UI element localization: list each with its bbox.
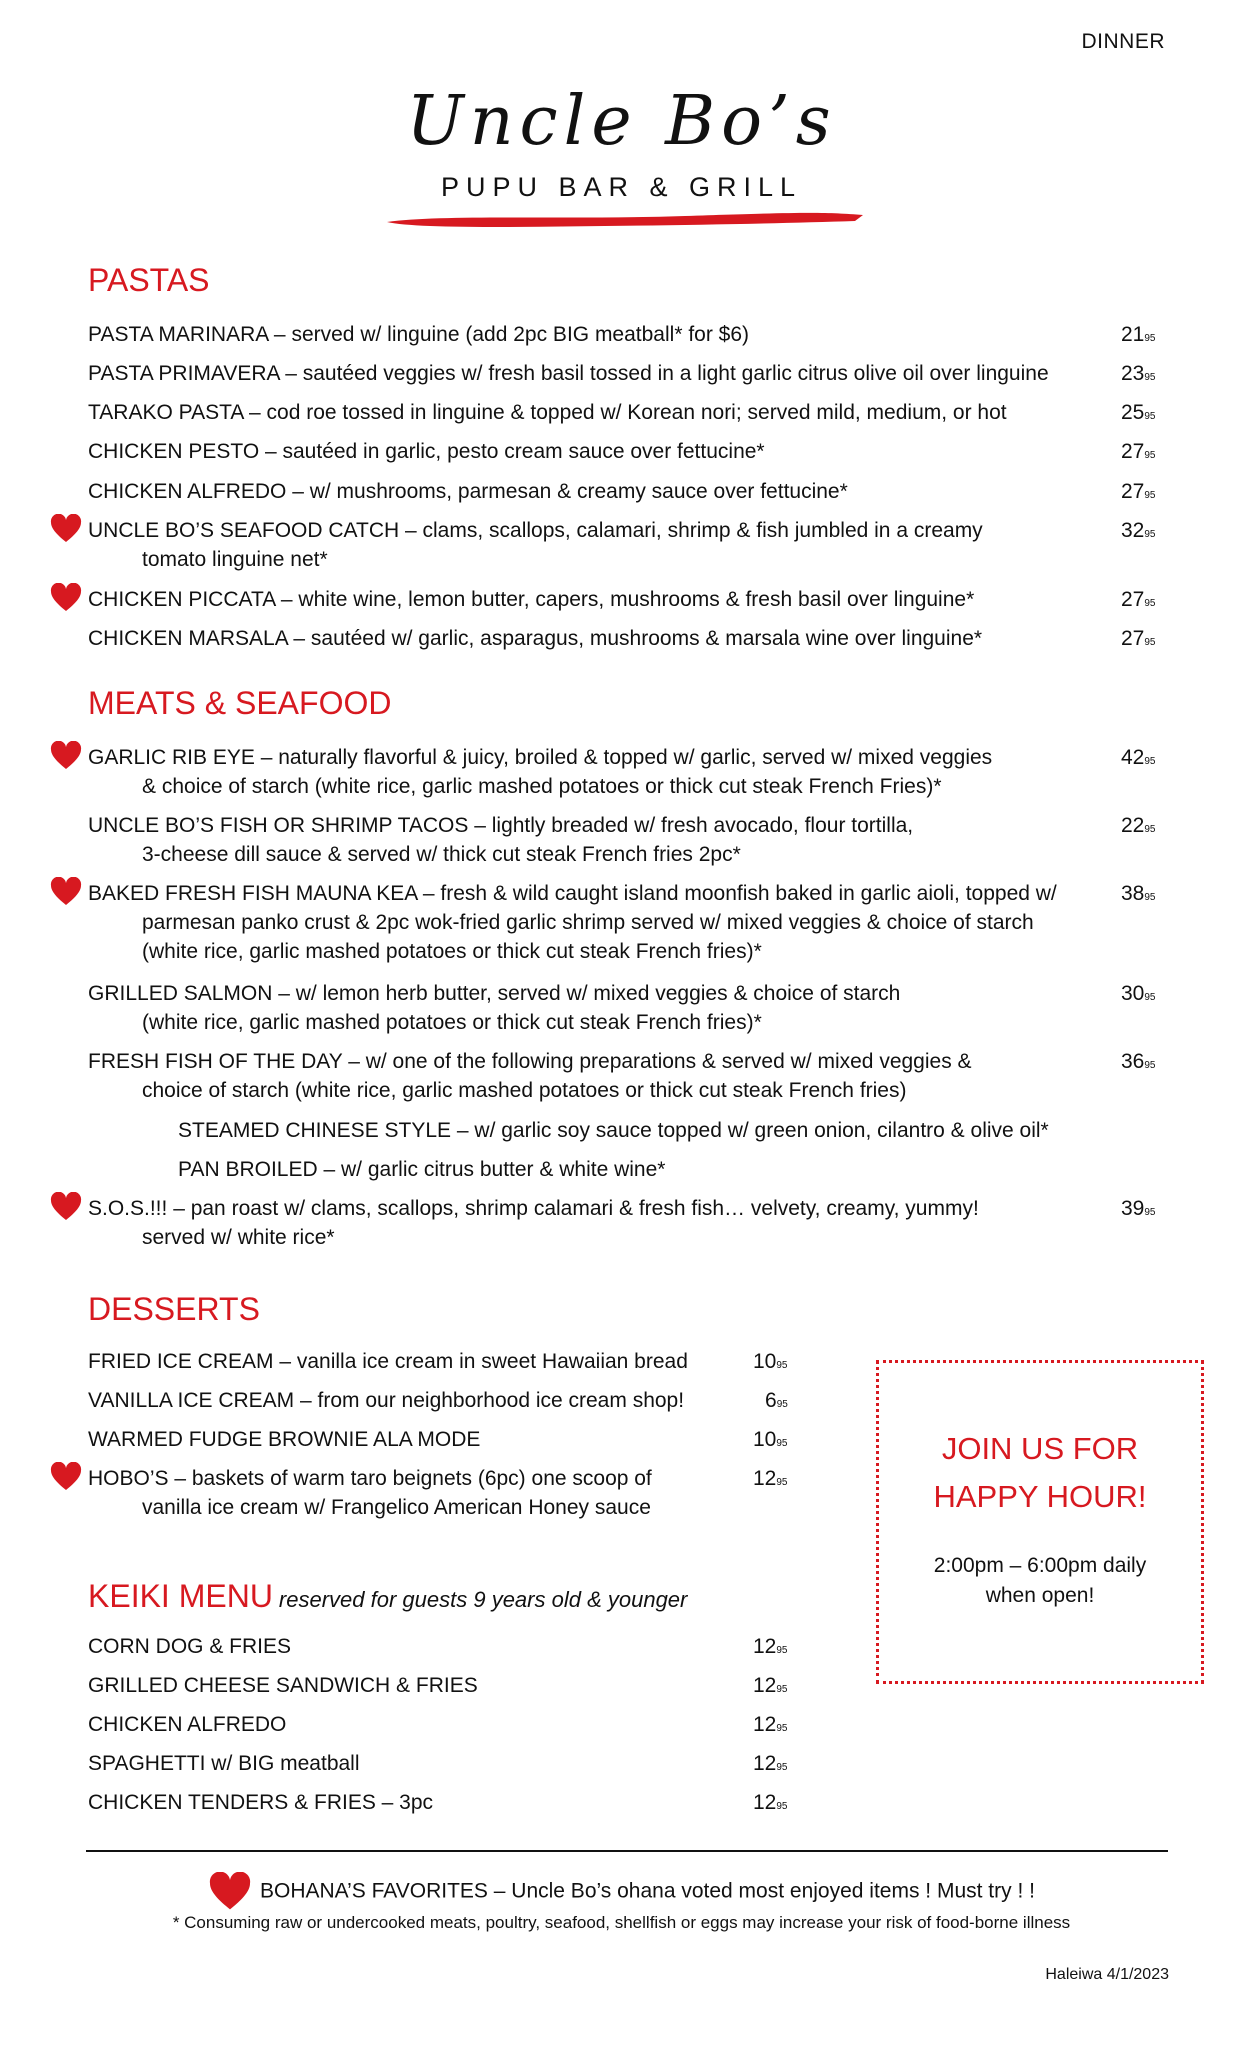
- menu-item: [88, 879, 1057, 966]
- menu-item-name: WARMED FUDGE BROWNIE ALA MODE: [88, 1428, 481, 1451]
- menu-item-name: GARLIC RIB EYE – naturally flavorful & juicy, broiled & topped w/ garlic, served w/ mixed veggies: [88, 746, 993, 769]
- price-cents: 95: [1144, 1207, 1156, 1218]
- menu-item-price: [1121, 1194, 1155, 1227]
- price-dollars: 23: [1121, 362, 1145, 385]
- menu-item: [88, 811, 913, 869]
- price-cents: 95: [1144, 333, 1156, 344]
- price-dollars: 12: [753, 1791, 777, 1814]
- price-dollars: 10: [753, 1350, 777, 1373]
- menu-item-price: [1121, 1047, 1155, 1080]
- price-dollars: 38: [1121, 882, 1145, 905]
- menu-item: [88, 1710, 286, 1739]
- menu-item-name: CORN DOG & FRIES: [88, 1635, 292, 1658]
- price-cents: 95: [1144, 450, 1156, 461]
- menu-item-name: PASTA MARINARA – served w/ linguine (add 2pc BIG meatball* for $6): [88, 323, 750, 346]
- menu-item-description: parmesan panko crust & 2pc wok-fried garlic shrimp served w/ mixed veggies & choice of starch: [142, 911, 1034, 934]
- price-cents: 95: [1144, 992, 1156, 1003]
- menu-item: [88, 1386, 684, 1415]
- menu-item-name: CHICKEN ALFREDO: [88, 1713, 287, 1736]
- menu-item: [88, 585, 974, 614]
- menu-item-description: (white rice, garlic mashed potatoes or thick cut steak French fries)*: [142, 1011, 762, 1034]
- price-dollars: 12: [753, 1674, 777, 1697]
- price-cents: 95: [1144, 1060, 1156, 1071]
- price-cents: 95: [1144, 490, 1156, 501]
- price-cents: 95: [1144, 637, 1156, 648]
- price-dollars: 27: [1121, 440, 1145, 463]
- price-dollars: 30: [1121, 982, 1145, 1005]
- price-cents: 95: [1144, 756, 1156, 767]
- price-cents: 95: [776, 1477, 788, 1488]
- logo-brush-stroke: [385, 210, 865, 228]
- menu-item: [88, 516, 983, 574]
- logo-wordmark: Uncle Bo’s: [406, 82, 837, 161]
- price-cents: 95: [776, 1399, 788, 1410]
- fish-preparation-steamed: STEAMED CHINESE STYLE – w/ garlic soy sauce topped w/ green onion, cilantro & olive oil*: [178, 1119, 1049, 1142]
- price-dollars: 27: [1121, 627, 1145, 650]
- price-dollars: 39: [1121, 1197, 1145, 1220]
- menu-item-price: [1121, 516, 1155, 549]
- menu-item-name: BAKED FRESH FISH MAUNA KEA – fresh & wild caught island moonfish baked in garlic aioli, topped w/: [88, 882, 1057, 905]
- heart-icon: [50, 583, 82, 613]
- fish-preparation-pan-broiled: PAN BROILED – w/ garlic citrus butter & white wine*: [178, 1158, 666, 1181]
- menu-item: [88, 1749, 360, 1778]
- price-dollars: 12: [753, 1635, 777, 1658]
- price-dollars: 27: [1121, 480, 1145, 503]
- happy-hour-note: when open!: [985, 1584, 1095, 1607]
- price-dollars: 12: [753, 1713, 777, 1736]
- price-cents: 95: [1144, 824, 1156, 835]
- section-title-meats-seafood: MEATS & SEAFOOD: [88, 685, 392, 721]
- menu-item-name: SPAGHETTI w/ BIG meatball: [88, 1752, 360, 1775]
- menu-item-name: FRIED ICE CREAM – vanilla ice cream in sweet Hawaiian bread: [88, 1350, 688, 1373]
- menu-item: [88, 1347, 688, 1376]
- menu-item: [88, 1671, 478, 1700]
- menu-item-price: [1121, 398, 1155, 431]
- menu-item-description: & choice of starch (white rice, garlic mashed potatoes or thick cut steak French Fries)*: [142, 775, 942, 798]
- menu-item: [88, 1464, 652, 1522]
- menu-item: [88, 979, 900, 1037]
- menu-item-price: [753, 1425, 787, 1458]
- price-cents: 95: [776, 1684, 788, 1695]
- menu-item-description: served w/ white rice*: [142, 1226, 335, 1249]
- heart-icon: [208, 1872, 252, 1912]
- menu-item: [88, 359, 1049, 388]
- price-cents: 95: [1144, 892, 1156, 903]
- menu-item-name: S.O.S.!!! – pan roast w/ clams, scallops, shrimp calamari & fresh fish… velvety, creamy, yummy!: [88, 1197, 979, 1220]
- menu-item: [88, 477, 848, 506]
- menu-item-price: [753, 1749, 787, 1782]
- price-cents: 95: [1144, 372, 1156, 383]
- menu-item-name: HOBO’S – baskets of warm taro beignets (6pc) one scoop of: [88, 1467, 652, 1490]
- happy-hour-line1: JOIN US FOR: [941, 1431, 1139, 1466]
- menu-item-name: FRESH FISH OF THE DAY – w/ one of the following preparations & served w/ mixed veggies &: [88, 1050, 972, 1073]
- menu-item-price: [753, 1632, 787, 1665]
- menu-item-price: [753, 1788, 787, 1821]
- menu-item-price: [1121, 585, 1155, 618]
- price-dollars: 42: [1121, 746, 1145, 769]
- price-dollars: 32: [1121, 519, 1145, 542]
- footer-divider: [86, 1850, 1168, 1852]
- heart-icon: [50, 1462, 82, 1492]
- section-title-desserts: DESSERTS: [88, 1291, 260, 1327]
- menu-item-price: [1121, 359, 1155, 392]
- menu-item-price: [1121, 979, 1155, 1012]
- menu-item-description: tomato linguine net*: [142, 548, 328, 571]
- price-dollars: 25: [1121, 401, 1145, 424]
- price-dollars: 12: [753, 1467, 777, 1490]
- menu-item: [88, 624, 982, 653]
- price-dollars: 12: [753, 1752, 777, 1775]
- heart-icon: [50, 1192, 82, 1222]
- section-title-pastas: PASTAS: [88, 262, 210, 298]
- menu-item-price: [753, 1464, 787, 1497]
- happy-hour-line2: HAPPY HOUR!: [933, 1479, 1147, 1514]
- menu-item-description: vanilla ice cream w/ Frangelico American Honey sauce: [142, 1496, 651, 1519]
- menu-item-name: UNCLE BO’S SEAFOOD CATCH – clams, scallops, calamari, shrimp & fish jumbled in a creamy: [88, 519, 983, 542]
- menu-item-description: (white rice, garlic mashed potatoes or thick cut steak French fries)*: [142, 940, 762, 963]
- menu-item-price: [1121, 743, 1155, 776]
- location-date: Haleiwa 4/1/2023: [1045, 1966, 1169, 1983]
- price-dollars: 6: [765, 1389, 777, 1412]
- price-dollars: 21: [1121, 323, 1145, 346]
- menu-item-description: choice of starch (white rice, garlic mashed potatoes or thick cut steak French fries): [142, 1079, 907, 1102]
- price-cents: 95: [1144, 598, 1156, 609]
- price-cents: 95: [1144, 411, 1156, 422]
- price-dollars: 27: [1121, 588, 1145, 611]
- price-dollars: 10: [753, 1428, 777, 1451]
- menu-item-price: [753, 1710, 787, 1743]
- menu-item-name: CHICKEN PESTO – sautéed in garlic, pesto cream sauce over fettucine*: [88, 440, 765, 463]
- menu-item-price: [1121, 879, 1155, 912]
- price-cents: 95: [776, 1723, 788, 1734]
- price-cents: 95: [776, 1645, 788, 1656]
- menu-item: [88, 1194, 979, 1252]
- menu-item: [88, 1047, 972, 1105]
- menu-item-price: [1121, 811, 1155, 844]
- menu-item-description: 3-cheese dill sauce & served w/ thick cut steak French fries 2pc*: [142, 843, 741, 866]
- menu-item-price: [1121, 437, 1155, 470]
- menu-item: [88, 743, 992, 801]
- menu-item: [88, 1425, 480, 1454]
- price-cents: 95: [776, 1801, 788, 1812]
- price-cents: 95: [1144, 529, 1156, 540]
- menu-item-name: UNCLE BO’S FISH OR SHRIMP TACOS – lightly breaded w/ fresh avocado, flour tortilla,: [88, 814, 914, 837]
- menu-item-name: CHICKEN TENDERS & FRIES – 3pc: [88, 1791, 434, 1814]
- menu-item-name: TARAKO PASTA – cod roe tossed in linguine & topped w/ Korean nori; served mild, medium, or hot: [88, 401, 1007, 424]
- menu-item-name: VANILLA ICE CREAM – from our neighborhood ice cream shop!: [88, 1389, 685, 1412]
- heart-icon: [50, 877, 82, 907]
- favorites-legend-text: BOHANA’S FAVORITES – Uncle Bo’s ohana voted most enjoyed items ! Must try ! !: [260, 1879, 1035, 1903]
- logo-tagline: PUPU BAR & GRILL: [440, 172, 803, 202]
- price-dollars: 36: [1121, 1050, 1145, 1073]
- menu-item: [88, 398, 1007, 427]
- menu-item-price: [1121, 477, 1155, 510]
- menu-item: [88, 1788, 433, 1817]
- menu-item-price: [765, 1386, 788, 1419]
- price-dollars: 22: [1121, 814, 1145, 837]
- price-cents: 95: [776, 1438, 788, 1449]
- menu-item-name: GRILLED SALMON – w/ lemon herb butter, served w/ mixed veggies & choice of starch: [88, 982, 901, 1005]
- menu-item: [88, 1632, 291, 1661]
- happy-hour-box: [876, 1360, 1204, 1684]
- menu-item-name: GRILLED CHEESE SANDWICH & FRIES: [88, 1674, 478, 1697]
- menu-item-price: [753, 1347, 787, 1380]
- menu-item-price: [1121, 624, 1155, 657]
- price-cents: 95: [776, 1762, 788, 1773]
- keiki-title-text: KEIKI MENU: [88, 1578, 273, 1614]
- happy-hour-time: 2:00pm – 6:00pm daily: [933, 1554, 1147, 1577]
- food-safety-disclaimer: * Consuming raw or undercooked meats, poultry, seafood, shellfish or eggs may increase your risk of food-borne illness: [172, 1913, 1071, 1932]
- menu-item: [88, 320, 749, 349]
- menu-item-name: CHICKEN PICCATA – white wine, lemon butter, capers, mushrooms & fresh basil over linguine*: [88, 588, 975, 611]
- heart-icon: [50, 514, 82, 544]
- menu-item-name: PASTA PRIMAVERA – sautéed veggies w/ fresh basil tossed in a light garlic citrus olive oil over linguine: [88, 362, 1049, 385]
- price-cents: 95: [776, 1360, 788, 1371]
- keiki-age-note: reserved for guests 9 years old & younger: [278, 1587, 688, 1612]
- menu-item: [88, 437, 765, 466]
- section-title-keiki-menu: [88, 1578, 687, 1615]
- menu-label: DINNER: [1081, 30, 1165, 53]
- favorites-legend: [0, 1872, 1243, 1912]
- heart-icon: [50, 741, 82, 771]
- menu-item-name: CHICKEN MARSALA – sautéed w/ garlic, asparagus, mushrooms & marsala wine over linguine*: [88, 627, 983, 650]
- menu-item-price: [1121, 320, 1155, 353]
- menu-item-name: CHICKEN ALFREDO – w/ mushrooms, parmesan & creamy sauce over fettucine*: [88, 480, 848, 503]
- menu-item-price: [753, 1671, 787, 1704]
